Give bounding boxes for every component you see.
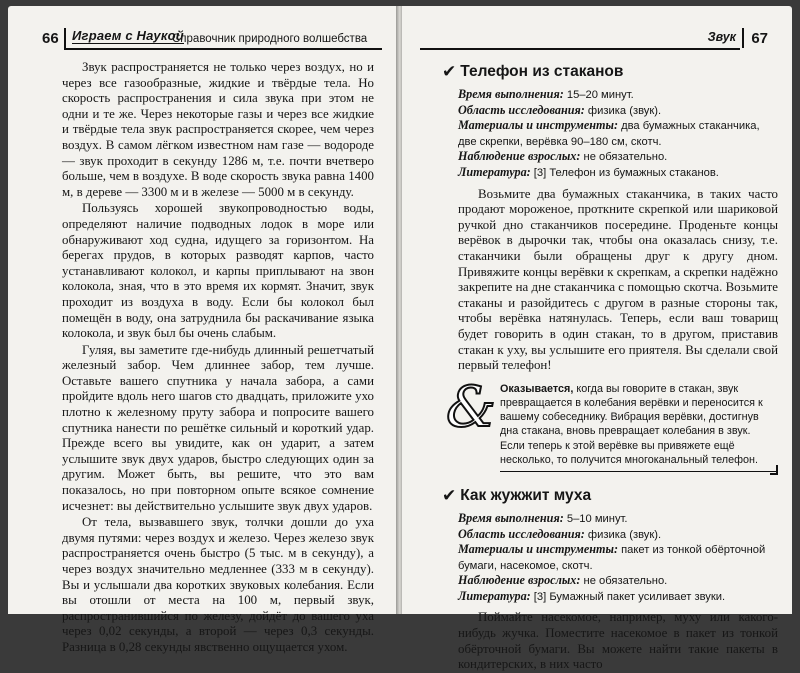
right-page-body	[442, 62, 778, 673]
paragraph: Гуляя, вы заметите где-нибудь длинный решетчатый железный забор. Чем длиннее забор, тем лучше. Оставьте вашего спутника у начала забора, а сами пройдите вдоль него шагов сто двадцать, приложите ухо плотно к железному пруту забора и попросите вашего спутника нанести по решётке сильный и короткий удар. Прежде всего вы увидите, как он ударит, а затем услышите звук двух ударов, быстро следующих один за другим. Может быть, вы решите, что это вам показалось, но при повторном опыте всякое сомнение исчезнет: вы действительно услышите звук двух ударов.	[62, 342, 374, 513]
left-page-body	[62, 60, 374, 656]
right-page-number: 67	[751, 30, 768, 47]
experiment-meta	[458, 511, 778, 605]
experiment-title: ✔ Как жужжит муха	[442, 485, 592, 505]
left-running-header	[22, 28, 382, 50]
meta-row: Время выполнения: 5–10 минут.	[458, 510, 628, 525]
right-running-header	[420, 28, 780, 50]
section-label: Звук	[707, 30, 736, 44]
header-rule	[64, 48, 382, 50]
paragraph: Пользуясь хорошей звукопроводностью воды, определяют наличие подводных лодок в море или обнаруживают ход судна, идущего за горизонтом. На берегах прудов, в которых разводят карпов, часто устанавливают колокол, и карпы приплывают на звон колокола, зная, что в это время их кормят. Значит, звук проходит из воздуха в воду. Если бы колокол был помещён в воду, она затруднила бы раскачивание языка колокола, и звук был бы очень слабым.	[62, 201, 374, 341]
paragraph: От тела, вызвавшего звук, толчки дошли до уха двумя путями: через воздух и железо. Через железо звук распространяется очень быстро (5 тыс. м в секунду), а через воздух значительно медленнее (333 м в секунду). Вы и услышали два коротких звуковых колебания. Если вы отошли от места на 100 м, первый звук, распространившийся по железу, дойдёт до вашего уха через 0,02 секунды, а второй — через 0,3 секунды. Разница в 0,28 секунды явственно ощущается ухом.	[62, 515, 374, 654]
meta-row: Литература: [3] Телефон из бумажных стаканов.	[458, 164, 719, 179]
meta-row: Наблюдение взрослых: не обязательно.	[458, 573, 668, 588]
series-title: Играем с Наукой	[72, 28, 184, 43]
meta-row: Время выполнения: 15–20 минут.	[458, 87, 634, 101]
experiment-paragraph: Возьмите два бумажных стаканчика, в таких часто продают мороженое, проткните скрепкой или шариковой ручкой дно стаканчиков посередине. Проденьте концы верёвок в дырочки так, чтобы она оказалась снизу, т.е. стаканчики были обращены друг к другу дном. Привяжите концы верёвки к скрепкам, а скрепки надёжно закрепите на дне стаканчика с помощью скотча. Возьмите стаканы и разойдитесь с другом в разные стороны так, чтобы верёвка натянулась. Теперь, если ваш товарищ будет говорить в один стакан, то в другом, приставив стакан к уху, вы услышите его приятеля. Вы сделали свой первый телефон!	[458, 186, 778, 373]
note-box	[444, 374, 778, 472]
meta-row: Литература: [3] Бумажный пакет усиливает звуки.	[458, 588, 726, 603]
meta-row: Материалы и инструменты: два бумажных стаканчика, две скрепки, верёвка 90–180 см, скотч.	[458, 118, 760, 148]
left-page-number: 66	[42, 30, 59, 47]
checkmark-icon: ✔	[442, 62, 457, 81]
experiment-paragraph: Поймайте насекомое, например, муху или какого-нибудь жучка. Поместите насекомое в пакет из тонкой обёрточной бумаги. Вы можете найти такие пакеты в кондитерских, в них часто	[458, 610, 778, 672]
ampersand-icon: &	[446, 374, 496, 440]
note-text: Оказывается, когда вы говорите в стакан, звук превращается в колебания верёвки и переносится к вашему собеседнику. Вибрация верёвки, достигнув дна стакана, вновь превращает колебания в звук. Если теперь к этой верёвке вы привяжете ещё несколько, то получится многоканальный телефон.	[500, 382, 778, 472]
header-divider	[64, 28, 66, 48]
experiment-title: ✔ Телефон из стаканов	[442, 62, 624, 81]
meta-row: Область исследования: физика (звук).	[458, 526, 662, 541]
checkmark-icon: ✔	[442, 485, 457, 505]
meta-row: Область исследования: физика (звук).	[458, 102, 662, 117]
header-divider	[742, 28, 744, 48]
experiment-meta	[458, 87, 778, 181]
meta-row: Наблюдение взрослых: не обязательно.	[458, 149, 668, 164]
header-rule	[420, 48, 740, 50]
book-title: Справочник природного волшебства	[172, 33, 368, 45]
paragraph: Звук распространяется не только через воздух, но и через все газообразные, жидкие и твёрдые тела. Но скорость распространения и сила звука при этом не одни и те же. Через некоторые газы и через все жидкие и твёрдые тела звук распространяется скорее, чем через воздух. В самом лёгком известном нам газе — водороде — звук проходит в секунду 1286 м, т.е. почти вчетверо больше, чем в воздухе. В воде скорость звука равна 1400 м, в дереве — 3300 м и в железе — 5000 м в секунду.	[62, 60, 374, 199]
note-corner	[770, 465, 778, 475]
meta-row: Материалы и инструменты: пакет из тонкой обёрточной бумаги, насекомое, скотч.	[458, 542, 766, 572]
